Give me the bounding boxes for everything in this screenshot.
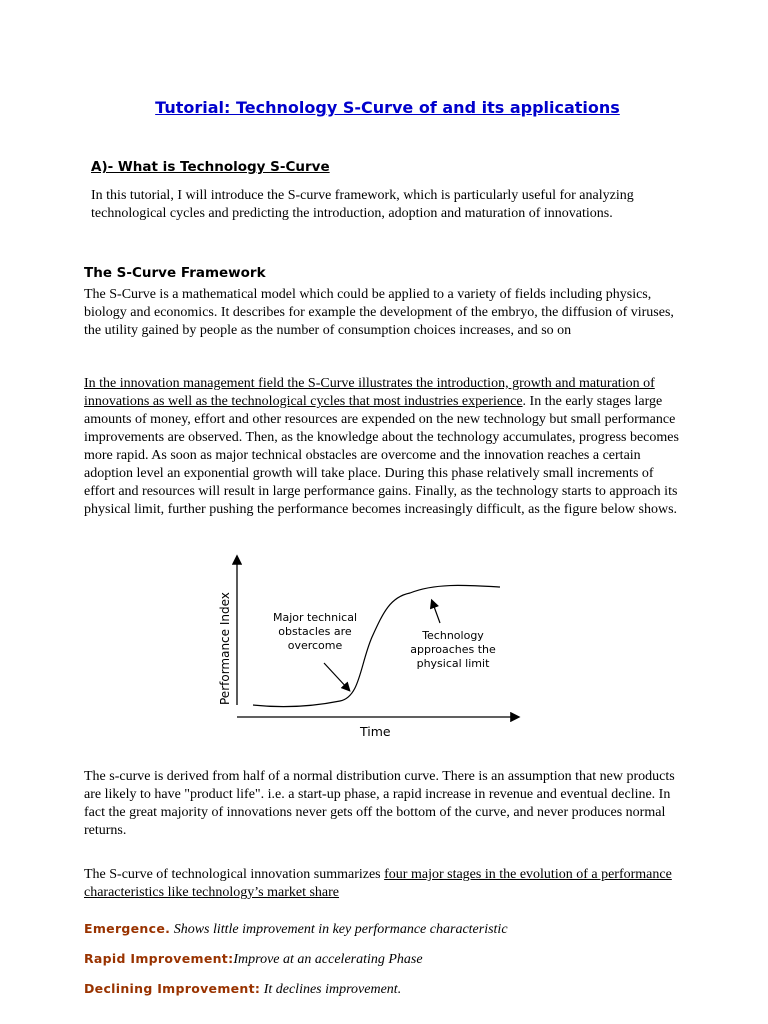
stage-name: Emergence [84,921,166,936]
derivation-paragraph: The s-curve is derived from half of a normal distribution curve. There is an assumption that new products are likely to have "product life". i.e. a start-up phase, a rapid increase in revenue and eventual decline. In fact the great majority of innovations never gets off the bottom of the curve, and never produces normal returns. [84,769,675,838]
annotation-left-line-2: obstacles are [278,625,352,638]
annotation-left-line-3: overcome [287,639,343,652]
framework-heading: The S-Curve Framework [84,265,266,281]
stage-emergence [84,921,508,938]
stage-name: Rapid Improvement [84,951,229,966]
arrow-obstacles [324,663,349,690]
innovation-field-underlined: In the innovation management field the S-Curve illustrates the introduction, growth and maturation of innovations as well as the technological cycles that most industries experience [84,376,655,409]
annotation-right-line-3: physical limit [416,657,490,670]
four-stages-lead: The S-curve of technological innovation summarizes [84,867,385,882]
s-curve-diagram [200,545,530,745]
four-stages-underlined: four major stages in the evolution of a performance characteristics like technology’s market share [84,867,672,900]
framework-paragraph-1: The S-Curve is a mathematical model which could be applied to a variety of fields including physics, biology and economics. It describes for example the development of the embryo, the diffusion of viruses, the utility gained by people as the number of consumption choices increases, and so on [84,287,674,338]
intro-paragraph: In this tutorial, I will introduce the S-curve framework, which is particularly useful for analyzing technological cycles and predicting the introduction, adoption and maturation of innovations. [91,188,634,221]
stage-name: Declining Improvement: [84,981,261,996]
stage-rapid-improvement [84,951,423,968]
section-a-heading: A)- What is Technology S-Curve [91,159,330,175]
s-curve-figure [200,545,530,750]
annotation-right-line-2: approaches the [410,643,496,656]
framework-paragraph-2-rest: . In the early stages large amounts of money, effort and other resources are expended on the new technology but small performance improvements are observed. Then, as the knowledge about the technology accumulates, progress becomes more rapid. As soon as major technical obstacles are overcome and the innovation reaches a certain adoption level an exponential growth will take place. During this phase relatively small increments of effort and resources will result in large performance gains. Finally, as the technology starts to approach its physical limit, further pushing the performance becomes increasingly difficult, as the figure below shows. [84,394,679,517]
annotation-obstacles [273,611,357,652]
annotation-physical-limit [410,629,496,670]
four-stages-paragraph [84,866,684,902]
arrow-physical-limit [432,601,440,623]
y-axis-label: Performance Index [218,592,232,705]
annotation-right-line-1: Technology [422,629,484,642]
framework-paragraph-2 [84,375,684,519]
stage-description: Improve at an accelerating Phase [233,952,423,967]
stage-description: Shows little improvement in key performance characteristic [170,922,508,937]
stage-separator: . [165,921,171,936]
x-axis-label: Time [360,724,391,739]
stage-description: It declines improvement. [260,982,402,997]
annotation-left-line-1: Major technical [272,611,358,624]
stage-declining-improvement [84,981,401,998]
page-title: Tutorial: Technology S-Curve of and its applications [155,98,620,117]
stage-separator: : [228,951,234,966]
